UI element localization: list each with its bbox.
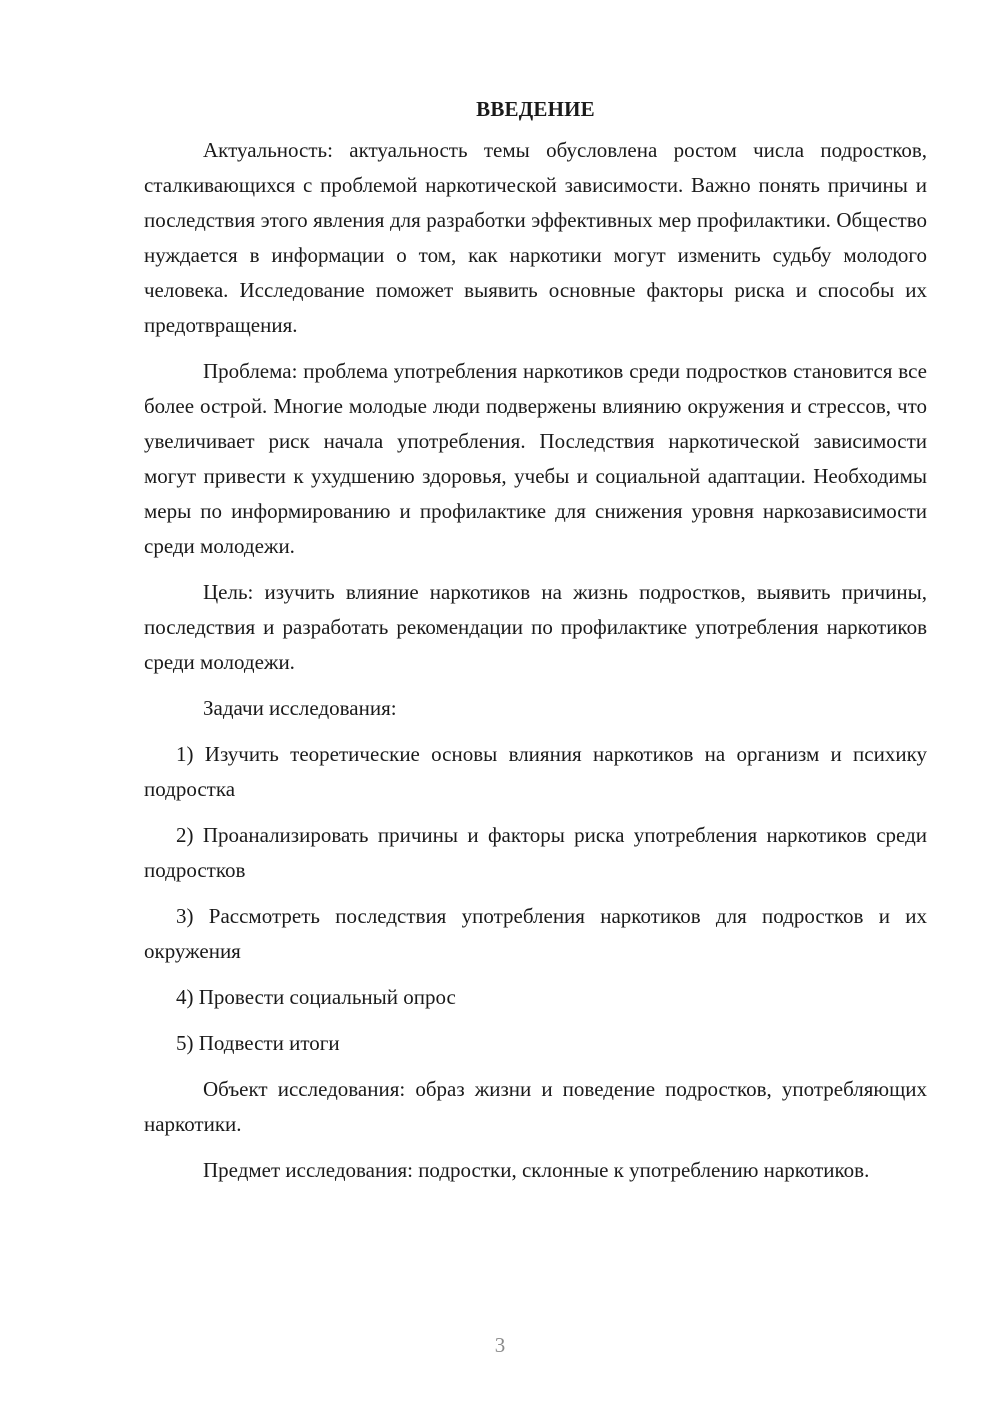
section-title: ВВЕДЕНИЕ [476, 97, 595, 121]
list-item: 5) Подвести итоги [176, 1031, 340, 1055]
paragraph-relevance: Актуальность: актуальность темы обусловлена ростом числа подростков, сталкивающихся с проблемой наркотической зависимости. Важно понять причины и последствия этого явления для разработки эффективных мер профилактики. Общество нуждается в информации о том, как наркотики могут изменить судьбу молодого человека. Исследование поможет выявить основные факторы риска и способы их предотвращения. [144, 138, 927, 337]
tasks-heading: Задачи исследования: [203, 696, 397, 720]
paragraph-object: Объект исследования: образ жизни и поведение подростков, употребляющих наркотики. [144, 1077, 927, 1136]
paragraph-goal: Цель: изучить влияние наркотиков на жизнь подростков, выявить причины, последствия и разработать рекомендации по профилактике употребления наркотиков среди молодежи. [144, 580, 927, 674]
list-item: 4) Провести социальный опрос [176, 985, 456, 1009]
page-content [144, 92, 927, 1199]
tasks-list [144, 737, 927, 1061]
list-item: 3) Рассмотреть последствия употребления наркотиков для подростков и их окружения [144, 904, 927, 963]
list-item: 2) Проанализировать причины и факторы риска употребления наркотиков среди подростков [144, 823, 927, 882]
paragraph-problem: Проблема: проблема употребления наркотиков среди подростков становится все более острой. Многие молодые люди подвержены влиянию окружения и стрессов, что увеличивает риск начала употребления. Последствия наркотической зависимости могут привести к ухудшению здоровья, учебы и социальной адаптации. Необходимы меры по информированию и профилактике для снижения уровня наркозависимости среди молодежи. [144, 359, 927, 558]
list-item: 1) Изучить теоретические основы влияния наркотиков на организм и психику подростка [144, 742, 927, 801]
paragraph-subject: Предмет исследования: подростки, склонные к употреблению наркотиков. [203, 1158, 870, 1182]
page-number: 3 [494, 1333, 506, 1357]
